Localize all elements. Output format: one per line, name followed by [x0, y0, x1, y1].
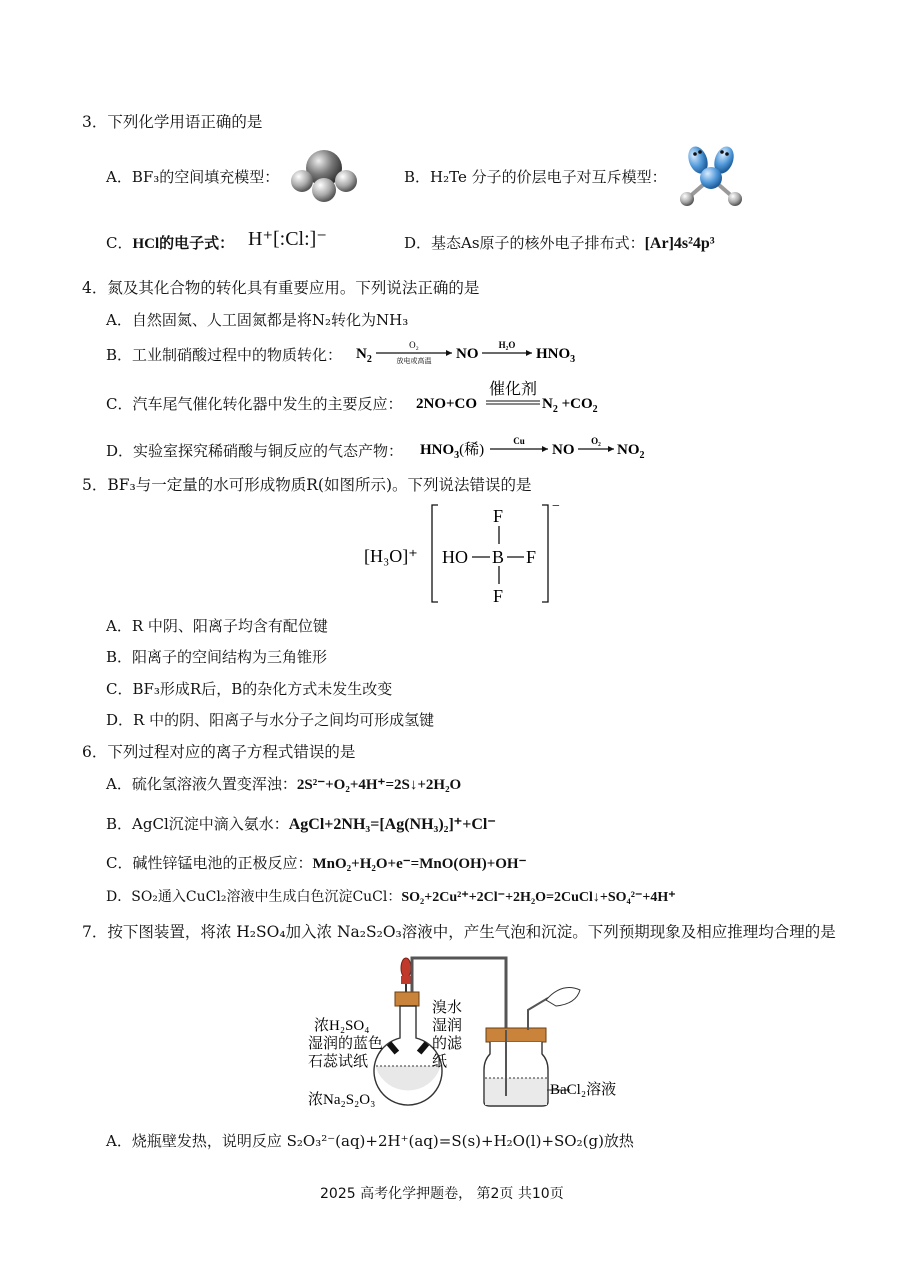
svg-text:NO: NO	[552, 442, 575, 458]
q4-a-text: 自然固氮、人工固氮都是将N₂转化为NH₃	[131, 311, 409, 329]
q7-apparatus-diagram	[300, 950, 630, 1112]
q3-c-text: HCl的电子式：	[132, 236, 235, 252]
q4-b-cond1-top: O₂	[409, 340, 419, 350]
q5-option-a	[106, 615, 328, 636]
q6-option-c	[106, 852, 527, 873]
page-footer: 2025 高考化学押题卷， 第2页 共10页	[320, 1186, 564, 1202]
q4-d-cond2: O₂	[591, 436, 601, 446]
q7-option-a	[106, 1130, 634, 1151]
label-bromine-2: 湿润	[432, 1018, 463, 1034]
svg-text:2NO+CO: 2NO+CO	[416, 396, 478, 412]
q7-a-text: 烧瓶壁发热，说明反应 S₂O₃²⁻(aq)+2H⁺(aq)=S(s)+H₂O(l)+SO₂(g)放热	[131, 1132, 634, 1150]
q6-d-label: D．	[106, 889, 132, 905]
svg-text:HNO3: $HNO_3$	[536, 346, 576, 365]
q4-d-cond1: Cu	[513, 436, 525, 446]
as-electron-config: [Ar]4s²4p³	[644, 235, 715, 252]
q6-option-b	[106, 813, 496, 834]
svg-text:NO: NO	[456, 346, 479, 362]
label-conc-h2so4: 浓H₂SO₄	[314, 1018, 370, 1034]
svg-text:HNO3(稀): $HNO_3$(稀)	[420, 442, 485, 461]
label-blue-litmus-2: 石蕊试纸	[308, 1054, 369, 1070]
q6-a-label: A．	[106, 775, 132, 793]
label-bromine-4: 纸	[432, 1054, 448, 1070]
q5-a-text: R 中阴、阳离子均含有配位键	[131, 617, 328, 635]
q3-option-c	[106, 232, 234, 253]
q6-option-a	[106, 773, 461, 794]
q3-option-b	[404, 166, 667, 187]
label-bacl2: BaCl₂溶液	[550, 1082, 617, 1098]
q6-a-text: 硫化氢溶液久置变浑浊：	[131, 775, 297, 793]
q4-option-d	[106, 440, 403, 461]
q3-d-label: D．	[404, 234, 432, 252]
r-fluorine-top: F	[493, 506, 504, 526]
q6-d-equation: SO₂+2Cu²⁺+2Cl⁻+2H₂O=2CuCl↓+SO₄²⁻+4H⁺	[401, 890, 676, 905]
q6-b-label: B．	[106, 815, 133, 833]
q7-stem: 7．按下图装置，将浓 H₂SO₄加入浓 Na₂S₂O₃溶液中，产生气泡和沉淀。下列预期现象及相应推理均合理的是	[82, 923, 836, 941]
q5-b-text: 阳离子的空间结构为三角锥形	[132, 648, 328, 666]
q3-a-label: A．	[106, 168, 132, 186]
compound-r-structure	[364, 502, 564, 608]
q3-c-label: C．	[106, 234, 133, 252]
label-blue-litmus-1: 湿润的蓝色	[308, 1036, 384, 1052]
q4-b-text: 工业制硝酸过程中的物质转化：	[132, 346, 343, 364]
q4-option-a	[106, 309, 408, 330]
q4-c-text: 汽车尾气催化转化器中发生的主要反应：	[132, 395, 403, 413]
q5-stem: 5．BF₃与一定量的水可形成物质R(如图所示)。下列说法错误的是	[82, 476, 532, 494]
q3-option-a	[106, 166, 279, 187]
q6-c-label: C．	[106, 854, 133, 872]
q4-c-equation	[416, 372, 616, 416]
label-na2s2o3: 浓Na₂S₂O₃	[308, 1092, 376, 1108]
bf3-space-filling-model	[288, 146, 360, 204]
q4-b-cond1-bottom: 放电或高温	[396, 357, 432, 365]
q6-c-text: 碱性锌锰电池的正极反应：	[132, 854, 313, 872]
q6-b-equation: AgCl+2NH₃=[Ag(NH₃)₂]⁺+Cl⁻	[288, 816, 496, 833]
q5-c-text: BF₃形成R后，B的杂化方式未发生改变	[132, 680, 393, 698]
r-anion-charge: −	[552, 502, 560, 514]
q4-c-catalyst: 催化剂	[488, 381, 538, 398]
q4-b-label: B．	[106, 346, 133, 364]
hcl-electron-formula: H⁺[:Cl:]⁻	[248, 228, 327, 250]
q5-c-label: C．	[106, 680, 133, 698]
q3-option-d	[404, 232, 715, 253]
q5-d-label: D．	[106, 711, 134, 729]
label-bromine-3: 的滤	[432, 1036, 463, 1052]
q3-a-text: BF₃的空间填充模型：	[131, 168, 280, 186]
q3-d-text: 基态As原子的核外电子排布式：	[431, 234, 645, 252]
svg-text:N2: $N_2$	[356, 346, 372, 365]
r-cation: [H₃O]⁺	[364, 546, 418, 566]
label-bromine-1: 溴水	[432, 1000, 463, 1016]
q5-b-label: B．	[106, 648, 133, 666]
q4-stem: 4．氮及其化合物的转化具有重要应用。下列说法正确的是	[82, 279, 480, 297]
q6-a-equation: 2S²⁻+O₂+4H⁺=2S↓+2H₂O	[296, 777, 462, 793]
r-ho: HO	[442, 547, 468, 567]
q3-b-label: B．	[404, 168, 431, 186]
r-fluorine-right: F	[526, 547, 537, 567]
q4-a-label: A．	[106, 311, 132, 329]
q5-a-label: A．	[106, 617, 132, 635]
q4-d-equation	[420, 432, 650, 462]
q6-d-text: SO₂通入CuCl₂溶液中生成白色沉淀CuCl：	[131, 889, 402, 905]
q5-option-d	[106, 709, 434, 730]
q4-c-label: C．	[106, 395, 133, 413]
q4-b-cond2: H₂O	[498, 340, 516, 350]
q5-option-b	[106, 646, 327, 667]
q5-d-text: R 中的阴、阳离子与水分子之间均可形成氢键	[133, 711, 435, 729]
q4-b-equation	[356, 336, 586, 366]
svg-text:NO2: $NO_2$	[617, 442, 645, 461]
q3-b-text: H₂Te 分子的价层电子对互斥模型：	[430, 168, 667, 186]
svg-text:N2 +CO2: $N_2 +CO_2$	[542, 396, 598, 415]
q4-option-b	[106, 344, 342, 365]
r-boron: B	[492, 547, 505, 567]
q4-d-text: 实验室探究稀硝酸与铜反应的气态产物：	[133, 442, 404, 460]
q6-b-text: AgCl沉淀中滴入氨水：	[132, 815, 289, 833]
h2te-vsepr-model	[676, 140, 746, 210]
r-fluorine-bottom: F	[493, 586, 504, 606]
q6-c-equation: MnO₂+H₂O+e⁻=MnO(OH)+OH⁻	[312, 856, 527, 872]
q5-option-c	[106, 678, 392, 699]
q7-a-label: A．	[106, 1132, 132, 1150]
q6-option-d	[106, 886, 676, 906]
q4-d-label: D．	[106, 442, 134, 460]
q4-option-c	[106, 393, 403, 414]
q6-stem: 6．下列过程对应的离子方程式错误的是	[82, 743, 356, 761]
q3-stem: 3．下列化学用语正确的是	[82, 113, 263, 131]
